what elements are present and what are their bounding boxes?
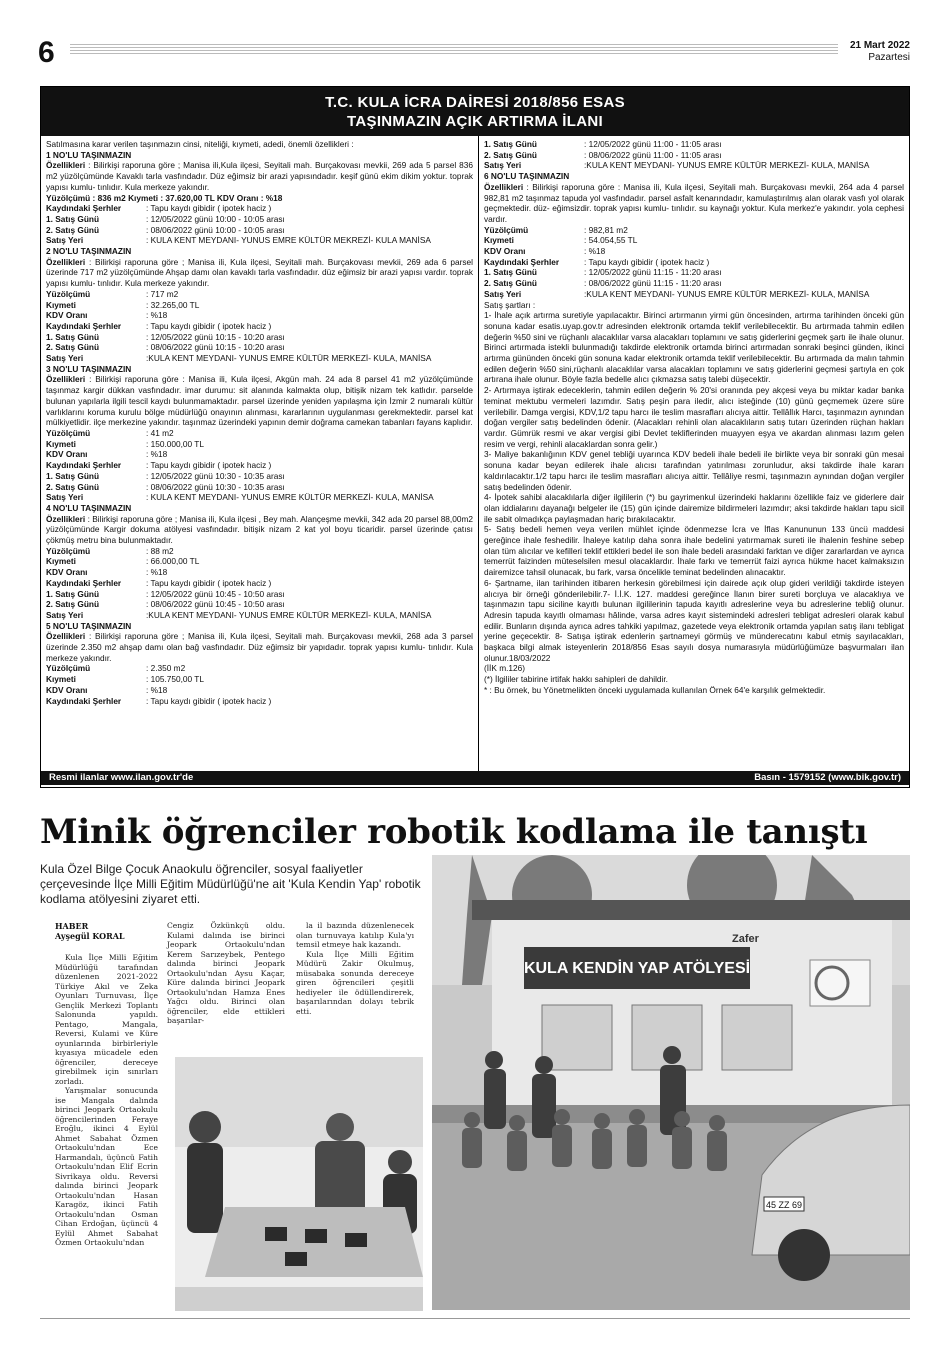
byline-author: Ayşegül KORAL [55, 931, 125, 941]
notice-field-label: Yüzölçümü [46, 545, 91, 556]
notice-field-label: Yüzölçümü [483, 224, 529, 235]
notice-field-value: : 982,81 m2 [583, 224, 628, 235]
photo-table-illustration [175, 1057, 423, 1311]
notice-field-value: : %18 [146, 449, 168, 460]
notice-field-label: KDV Oranı [46, 684, 88, 695]
notice-field-row [46, 428, 473, 439]
property-4-title: 4 NO'LU TAŞINMAZIN [46, 502, 132, 513]
property-4-features: Özellikleri : Bilirkişi raporuna göre ; Manisa ili, Kula ilçesi , Bey mah. Alançeşme mevkii, 342 ada 20 parsel 88,00m2 yüzölçümünde Kargir dokuma atölyesi vasfındadır. bitişik nizam 2 kat yol boyu ticaridir. parsel üzerinde çatısı çökmüş metru bina bulunmaktadır. [46, 513, 473, 546]
notice-field-row [46, 289, 473, 300]
notice-field-row [46, 567, 473, 578]
photo-workshop-group [432, 855, 910, 1310]
notice-columns [41, 136, 909, 771]
notice-field-label: KDV Oranı [46, 567, 88, 578]
notice-field-label: Kaydındaki Şerhler [46, 695, 122, 706]
notice-field-value: : Tapu kaydı gibidir ( ipotek haciz ) [583, 256, 710, 267]
notice-field-value: :KULA KENT MEYDANI- YUNUS EMRE KÜLTÜR MERKEZİ- KULA, MANİSA [146, 609, 432, 620]
notice-field-row [46, 674, 473, 685]
notice-field-row [46, 546, 473, 557]
notice-field-label: KDV Oranı [483, 246, 526, 257]
property-2-title: 2 NO'LU TAŞINMAZIN [46, 246, 132, 257]
notice-field-label: Satış Yeri [483, 160, 522, 171]
notice-field-value: : 08/06/2022 günü 11:15 - 11:20 arası [583, 278, 722, 289]
property-5-features: Özellikleri : Bilirkişi raporuna göre ; Manisa ili, Kula ilçesi, Seyitali mah. Burçakovası mevkii, 268 ada 3 parsel üzerinde 2.350 m2 ahşap damı olan bağ vasfındadır. Düz eğimsiz bir yapıdadır. toprak yapısı kumlu- tınlıdır. Kula merkeze yakındır. [46, 631, 473, 663]
notice-field-value: : 08/06/2022 günü 10:00 - 10:05 arası [146, 224, 285, 235]
notice-field-value: : 717 m2 [146, 288, 179, 299]
property-5-title: 5 NO'LU TAŞINMAZIN [46, 620, 132, 631]
notice-field-label: 2. Satış Günü [46, 599, 100, 610]
notice-field-value: : 150.000,00 TL [146, 438, 204, 449]
notice-field-row [46, 663, 473, 674]
notice-field-value: : KULA KENT MEYDANI- YUNUS EMRE KÜLTÜR MERKEZİ- KULA, MANİSA [146, 492, 434, 503]
paragraph: 2- Artırmaya iştirak edeceklerin, tahmin edilen değerin % 20'si oranında pey akçesi veya bu miktar kadar banka teminat mektubu vermeleri lazımdır. Satış peşin para iledir, alıcı isteğinde (10) günü geçmemek üzere süre verilebilir. Damga vergisi, KDV,1/2 tapu harcı ile teslim masrafları alıcıya aittir. Tellâllık Harcı, taşınmazın aynından doğan vergiler satış bedelinden ödenir. (Alacakları rehinli olan alacaklıların satış tutarı üzerinden rüçhan hakları vardır. Gümrük resmi ve akar vergisi gibi Devlet tekliflerinden muayyen eşya ve akardan alınması lazım gelen resim ve vergi, rehinli alacaklardan sonra gelir.) [483, 385, 904, 449]
notice-field-row [46, 492, 473, 503]
notice-field-row [46, 439, 473, 450]
notice-field-row [46, 578, 473, 589]
notice-field-label: Kıymeti [46, 674, 76, 685]
notice-field-value: : 2.350 m2 [146, 663, 186, 674]
notice-field-row [484, 246, 904, 257]
notice-field-label: 1. Satış Günü [483, 139, 538, 149]
paragraph: (İİK m.126) [483, 663, 526, 674]
notice-field-value: : Tapu kaydı gibidir ( ipotek haciz ) [146, 695, 272, 706]
notice-field-row [46, 332, 473, 343]
notice-field-row [46, 556, 473, 567]
byline-label: HABER [55, 921, 89, 931]
notice-field-label: Yüzölçümü [46, 427, 91, 438]
notice-field-value: : Tapu kaydı gibidir ( ipotek haciz ) [146, 203, 272, 214]
paragraph: 3- Maliye bakanlığının KDV genel tebliği uyarınca KDV bedeli ihale bedeli ile birlikte veya bir sonraki gün mesai sonuna kadar beyan edilerek ihale alıcısı tarafından yatırılması zorunludur, aksi takdirde ihale kararı kaldırılacaktır.1/2 tapu harcı ile teslim masrafları alıcıya aittir. Tellâliye resmi, taşınmazın aynından doğan vergiler satış bedelinden ödenir. [483, 449, 904, 492]
notice-field-label: Kaydındaki Şerhler [46, 203, 122, 214]
property-5-rows [46, 663, 473, 706]
header-rule [70, 42, 838, 54]
notice-field-row [484, 267, 904, 278]
notice-column-right [479, 136, 909, 771]
notice-field-row [484, 257, 904, 268]
notice-field-label: 1. Satış Günü [46, 213, 100, 224]
paragraph: 5- Satış bedeli hemen veya verilen mühlet içinde ödenmezse İcra ve İflas Kanununun 133 üncü maddesi gereğince ihale feshedilir. İhaleye katılıp daha sonra ihale bedelini yatırmamak sureti ile ihalenin feshine sebep olan tüm alıcılar ve kefilleri teklif ettikleri bedel ile son ihale bedeli arasındaki farktan ve diğer zararlardan ve ayrıca temerrüt faizinden müteselsilen mesul olacaklardır. İhale farkı ve temerrüt faizi ayrıca hükme hacet kalmaksızın dairemizce tahsil olunacak, bu fark, varsa öncelikle teminat bedelinden alınacaktır. [483, 524, 904, 578]
notice-field-row [46, 482, 473, 493]
notice-field-value: : 12/05/2022 günü 10:00 - 10:05 arası [146, 213, 285, 224]
article-column-1 [55, 953, 158, 1248]
issue-date: 21 Mart 2022 [849, 40, 910, 51]
notice-field-row [46, 685, 473, 696]
notice-footer-right: Basın - 1579152 (www.bik.gov.tr) [754, 772, 901, 783]
notice-field-row [484, 139, 904, 150]
property-1-rows [46, 203, 473, 246]
notice-field-label: 1. Satış Günü [46, 470, 100, 481]
notice-column-left [41, 136, 479, 771]
property-2-features: Özellikleri : Bilirkişi raporuna göre ; Manisa ili, Kula ilçesi, Seyitali mah. Burçakovası mevkii, 269 ada 6 parsel üzerinde 717 m2 yüzölçümünde Ahşap damı olan kavaklı tarla vasfındadır. düz eğimsiz bir arazi yapısı vardır. toprak yapısı kumlu- tınlıdır. Kula merkeze yakındır. [46, 256, 473, 289]
property-1-title: 1 NO'LU TAŞINMAZIN [46, 149, 132, 160]
notice-field-row [46, 589, 473, 600]
property-6-rows [484, 225, 904, 300]
notice-field-row [484, 150, 904, 161]
notice-field-label: Kaydındaki Şerhler [46, 577, 122, 588]
paragraph: 1- İhale açık artırma suretiyle yapılacaktır. Birinci artırmanın yirmi gün öncesinden, artırma tarihinden önceki gün sonuna kadar esatis.uyap.gov.tr adresinden elektronik ortamda teklif verilebilecektir. Bu artırmada tahmin edilen değerin %50 sini ve rüçhanlı alacaklılar varsa alacakları toplamını ve satış giderlerini geçmek şartı ile ihale olunur. Birinci artırmada istekli bulunmadığı takdirde elektronik ortamda birinci artırmadan sonraki beşinci günden, ikinci artırma gününden önceki gün sonuna kadar elektronik ortamda teklif verilebilecektir. Bu artırmada da malın tahmin edilen değerin %50 sini,rüçhanlı alacaklılar varsa alacakları toplamını ve satış giderlerini geçmesi şartıyla en çok artırana ihale olunur. Böyle fazla bedelle alıcı çıkmazsa satış talebi düşecektir. [483, 310, 904, 385]
notice-field-label: 2. Satış Günü [46, 224, 100, 235]
notice-field-value: : 12/05/2022 günü 10:15 - 10:20 arası [146, 331, 285, 342]
notice-footer-left: Resmi ilanlar www.ilan.gov.tr'de [49, 772, 194, 783]
notice-field-value: : 08/06/2022 günü 10:30 - 10:35 arası [146, 481, 285, 492]
workshop-sign-text: KULA KENDİN YAP ATÖLYESİ [523, 960, 751, 977]
property-3-features: Özellikleri : Bilirkişi raporuna göre : Manisa ili, Kula ilçesi, Akgün mah. 24 ada 8 parsel 41 m2 yüzölçümünde taşınmaz kargir dükkan vasfındadır. imar durumu: sit alanında kalmakta olup, bitişik nizam tek katlıdır. parselde bulunan yapılarla ilgili tescil kaydı bulunmamaktadır. parsel üzerinde yeniden yapılaşma için İzmir 2 numaralı kültür varlıklarını koruma kurulu bölge müdürlüğü onayının alınması, kararlarının uygulanması gerekmektedir. parsel kat mülkiyetlidir. ilçe merkezine yakındır. taşınmaz üzerindeki yapının demir doğrama camekan tabanları fayans kaplıdır. [46, 374, 473, 428]
photo-workshop-illustration [432, 855, 910, 1310]
notice-field-value: :KULA KENT MEYDANI- YUNUS EMRE KÜLTÜR MERKEZİ- KULA, MANİSA [583, 160, 870, 171]
notice-field-value: : 12/05/2022 günü 11:00 - 11:05 arası [583, 139, 722, 149]
notice-title-line2: TAŞINMAZIN AÇIK ARTIRMA İLANI [347, 113, 603, 130]
notice-field-value: : Tapu kaydı gibidir ( ipotek haciz ) [146, 320, 272, 331]
notice-field-value: : 08/06/2022 günü 11:00 - 11:05 arası [583, 149, 722, 160]
property-3-title: 3 NO'LU TAŞINMAZIN [46, 363, 132, 374]
article-column-3 [296, 921, 414, 1016]
notice-field-value: : %18 [146, 567, 168, 578]
date-block [850, 40, 910, 64]
notice-field-value: : 41 m2 [146, 427, 174, 438]
issue-weekday: Pazartesi [868, 52, 910, 63]
article-column-2-text: Cengiz Özkünkçü oldu. Kulami dalında ise birinci Jeopark Ortaokulu'ndan Kerem Sarızeybek, Pentego dalında birinci Jeopark Ortaokulu'ndan Aysu Kaçar, Küre dalında birinci Jeopark Ortaokulu'ndan Hamza Enes Yağcı oldu. Birinci olan öğrenciler, elde ettikleri başarılar- [167, 921, 285, 1025]
paragraph: 6- Şartname, ilan tarihinden itibaren herkesin görebilmesi için dairede açık olup gideri verildiği takdirde isteyen alıcıya bir örneği gönderilebilir.7- İ.İ.K. 127. maddesi gereğince İlanın birer sureti borçluya ve alacaklıya ve taşınmazın tapu siciline kayıtlı bulunan ilgililerinin tapuda kayıtlı adreslerine veya bu adreslerine tebliğ olunur. Adresin tapuda kayıtlı olmaması hâlinde, varsa adres kayıt sistemindeki adresleri tebligat adresleri olarak kabul edilir. Bunların dışında ayrıca adres tahkiki yapılmaz, gazetede veya elektronik ortamda yapılan satış ilanı tebligat yerine geçecektir. 8- Satışa iştirak edenlerin şartnameyi görmüş ve münderecatını kabul etmiş sayılacakları, başkaca bilgi almak isteyenlerin 2018/856 Esas sayılı dosya numarasıyla müdürlüğümüze başvurmaları ilan olunur.18/03/2022 [483, 577, 904, 663]
notice-field-label: Kaydındaki Şerhler [46, 320, 122, 331]
notice-field-value: : %18 [583, 246, 606, 257]
notice-field-row [46, 225, 473, 236]
notice-field-value: : 32.265,00 TL [146, 299, 200, 310]
notice-field-value: : %18 [146, 310, 168, 321]
notice-field-value: : 66.000,00 TL [146, 556, 200, 567]
notice-field-row [484, 278, 904, 289]
notice-field-value: : 12/05/2022 günü 11:15 - 11:20 arası [583, 267, 722, 278]
notice-field-value: : 08/06/2022 günü 10:45 - 10:50 arası [146, 599, 285, 610]
notice-field-label: Kıymeti [46, 438, 76, 449]
notice-field-row [46, 300, 473, 311]
property-1-features: Özellikleri : Bilirkişi raporuna göre ; Manisa ili,Kula ilçesi, Seyitali mah. Burçakovası mevkii, 269 ada 5 parsel 836 m2 yüzölçümünde Kavaklı tarla vasfındadır. Düz eğimsiz bir arazi yapısındadır. keşif günü ekim dikim yoktur. toprak yapısı kumlu- tınlıdır. Kula merkeze yakındır. [46, 160, 473, 192]
notice-field-value: : 105.750,00 TL [146, 674, 204, 685]
notice-field-label: Satış Yeri [46, 492, 84, 503]
car-plate-text: 45 ZZ 69 [765, 1200, 803, 1210]
notice-field-label: 1. Satış Günü [483, 267, 538, 278]
notice-field-label: Kıymeti [46, 299, 76, 310]
notice-field-label: Kaydındaki Şerhler [46, 460, 122, 471]
notice-field-label: Satış Yeri [46, 609, 84, 620]
notice-field-row [484, 225, 904, 236]
conditions-list [484, 310, 904, 695]
notice-field-row [46, 203, 473, 214]
paragraph: * : Bu örnek, bu Yönetmelikten önceki uygulamada kullanılan Örnek 64'e karşılık gelmektedir. [483, 684, 826, 695]
notice-field-label: 1. Satış Günü [46, 588, 100, 599]
property-3-rows [46, 428, 473, 503]
notice-field-row [46, 599, 473, 610]
property-6-title: 6 NO'LU TAŞINMAZIN [483, 171, 570, 182]
notice-field-label: Kıymeti [483, 235, 514, 246]
notice-field-value: : Tapu kaydı gibidir ( ipotek haciz ) [146, 460, 272, 471]
notice-field-row [46, 214, 473, 225]
property-4-rows [46, 546, 473, 621]
notice-field-row [46, 235, 473, 246]
notice-field-row [46, 610, 473, 621]
notice-field-row [46, 342, 473, 353]
article-column-2 [167, 921, 285, 1026]
notice-field-row [46, 471, 473, 482]
notice-field-value: : 12/05/2022 günü 10:45 - 10:50 arası [146, 588, 285, 599]
notice-field-value: : 12/05/2022 günü 10:30 - 10:35 arası [146, 470, 285, 481]
photo-children-table [175, 1057, 423, 1311]
notice-field-value: : KULA KENT MEYDANI- YUNUS EMRE KÜLTÜR MEKREZİ- KULA MANİSA [146, 235, 431, 246]
workshop-sign-brand: Zafer [732, 933, 759, 945]
notice-field-label: 1. Satış Günü [46, 331, 100, 342]
notice-field-label: Kaydındaki Şerhler [483, 256, 560, 267]
notice-field-row [484, 160, 904, 171]
property-5-cont-rows [484, 139, 904, 171]
notice-field-value: : %18 [146, 684, 168, 695]
notice-field-row [484, 235, 904, 246]
article-byline [55, 921, 155, 941]
notice-field-label: 2. Satış Günü [483, 149, 538, 160]
paragraph: Kula İlçe Milli Eğitim Müdürü Zakir Okulmuş, müsabaka sonunda dereceye giren öğrencileri çeşitli hediyeler ile ödüllendirerek, başarılarından dolayı tebrik etti. [296, 949, 414, 1016]
notice-field-row [46, 460, 473, 471]
notice-field-label: 2. Satış Günü [46, 342, 100, 353]
property-1-area-line: Yüzölçümü : 836 m2 Kıymeti : 37.620,00 TL KDV Oranı : %18 [46, 192, 283, 203]
notice-field-label: KDV Oranı [46, 310, 88, 321]
notice-field-row [46, 696, 473, 707]
page-number: 6 [38, 36, 55, 69]
notice-field-row [46, 321, 473, 332]
notice-field-label: 2. Satış Günü [46, 481, 100, 492]
article-headline: Minik öğrenciler robotik kodlama ile tanıştı [40, 812, 868, 852]
notice-field-value: : 08/06/2022 günü 10:15 - 10:20 arası [146, 342, 285, 353]
paragraph: 4- İpotek sahibi alacaklılarla diğer ilgililerin (*) bu gayrimenkul üzerindeki haklarını özellikle faiz ve giderlere dair olan iddialarını dayanağı belgeler ile (15) gün içinde dairemize bildirmeleri lazımdır; aksi takdirde hakları tapu sicil ile sabit olmadıkça paylaşmadan hariç bırakılacaktır. [483, 492, 904, 524]
notice-field-row [46, 353, 473, 364]
notice-field-label: Kıymeti [46, 556, 76, 567]
notice-field-label: 2. Satış Günü [483, 278, 538, 289]
notice-field-value: :KULA KENT MEYDANI- YUNUS EMRE KÜLTÜR MERKEZİ- KULA, MANİSA [583, 288, 870, 299]
notice-title-line1: T.C. KULA İCRA DAİRESİ 2018/856 ESAS [325, 94, 625, 111]
paragraph: la il bazında düzenlenecek olan turnuvaya katılıp Kula'yı temsil etmeye hak kazandı. [296, 921, 414, 949]
property-2-rows [46, 289, 473, 364]
notice-field-value: : 54.054,55 TL [583, 235, 638, 246]
notice-intro: Satılmasına karar verilen taşınmazın cinsi, niteliği, kıymeti, adedi, önemli özellikleri : [46, 139, 354, 149]
auction-notice [40, 86, 910, 788]
property-6-features: Özellikleri : Bilirkişi raporuna göre : Manisa ili, Kula ilçesi, Seyitali mah. Burçakovası mevkii, 264 ada 4 parsel 982,81 m2 taşınmaz tapuda yol vasfındadır. parsel asfalt kenarındadır, kamulaştırılmış alan olarak vasfı yol olarak geçmektedir. düz- eğimsizdir. toprak yapısı kumlu- tınlıdır. su kaynağı yoktur. Kula merkez'e yakındır. yola cephesi vardır. [483, 181, 904, 224]
article-lead: Kula Özel Bilge Çocuk Anaokulu öğrenciler, sosyal faaliyetler çerçevesinde İlçe Milli Eğitim Müdürlüğü'ne ait 'Kula Kendin Yap' robotik kodlama atölyesini ziyaret etti. [40, 862, 421, 906]
page-bottom-rule [40, 1318, 910, 1319]
notice-field-row [46, 310, 473, 321]
notice-footer [41, 771, 909, 785]
paragraph: Kula İlçe Milli Eğitim Müdürlüğü tarafından düzenlenen 2021-2022 Türkiye Akıl ve Zeka Oyunları Turnuvası, İlçe Gençlik Merkezi Toplantı Salonunda yapıldı. Pentago, Mangala, Reversi, Kulami ve Küre oyunlarında birbirleriyle kıyasıya mücadele eden öğrenciler, dereceye girebilmek için sınırları zorladı. [55, 953, 158, 1086]
notice-field-value: : Tapu kaydı gibidir ( ipotek haciz ) [146, 577, 272, 588]
notice-field-row [484, 289, 904, 300]
notice-field-label: Yüzölçümü [46, 288, 91, 299]
notice-field-label: Satış Yeri [46, 235, 84, 246]
notice-field-row [46, 449, 473, 460]
notice-field-label: Satış Yeri [46, 353, 84, 364]
paragraph: (*) İlgililer tabirine irtifak hakkı sahipleri de dahildir. [483, 674, 668, 685]
notice-field-label: KDV Oranı [46, 449, 88, 460]
paragraph: Yarışmalar sonucunda ise Mangala dalında birinci Jeopark Ortaokulu öğrencilerinden Feraye Eroğlu, ikinci 4 Eylül Ahmet Sabahat Özmen Ortaokulu'ndan Ece Harmandalı, üçüncü Fatih Ortaokulu'ndan Elif Ecrin Sivrikaya oldu. Reversi dalında birinci Jeopark Ortaokulu'ndan Hasan Karagöz, ikinci Fatih Ortaokulu'ndan Osman Cihan Erdoğan, üçüncü 4 Eylül Ahmet Sabahat Özmen Ortaokulu'ndan [55, 1086, 158, 1247]
conditions-title: Satış şartları : [483, 299, 536, 310]
notice-field-label: Satış Yeri [483, 288, 522, 299]
notice-header [41, 87, 909, 136]
notice-field-value: :KULA KENT MEYDANI- YUNUS EMRE KÜLTÜR MERKEZİ- KULA, MANİSA [146, 353, 432, 364]
notice-field-value: : 88 m2 [146, 545, 174, 556]
notice-field-label: Yüzölçümü [46, 663, 91, 674]
